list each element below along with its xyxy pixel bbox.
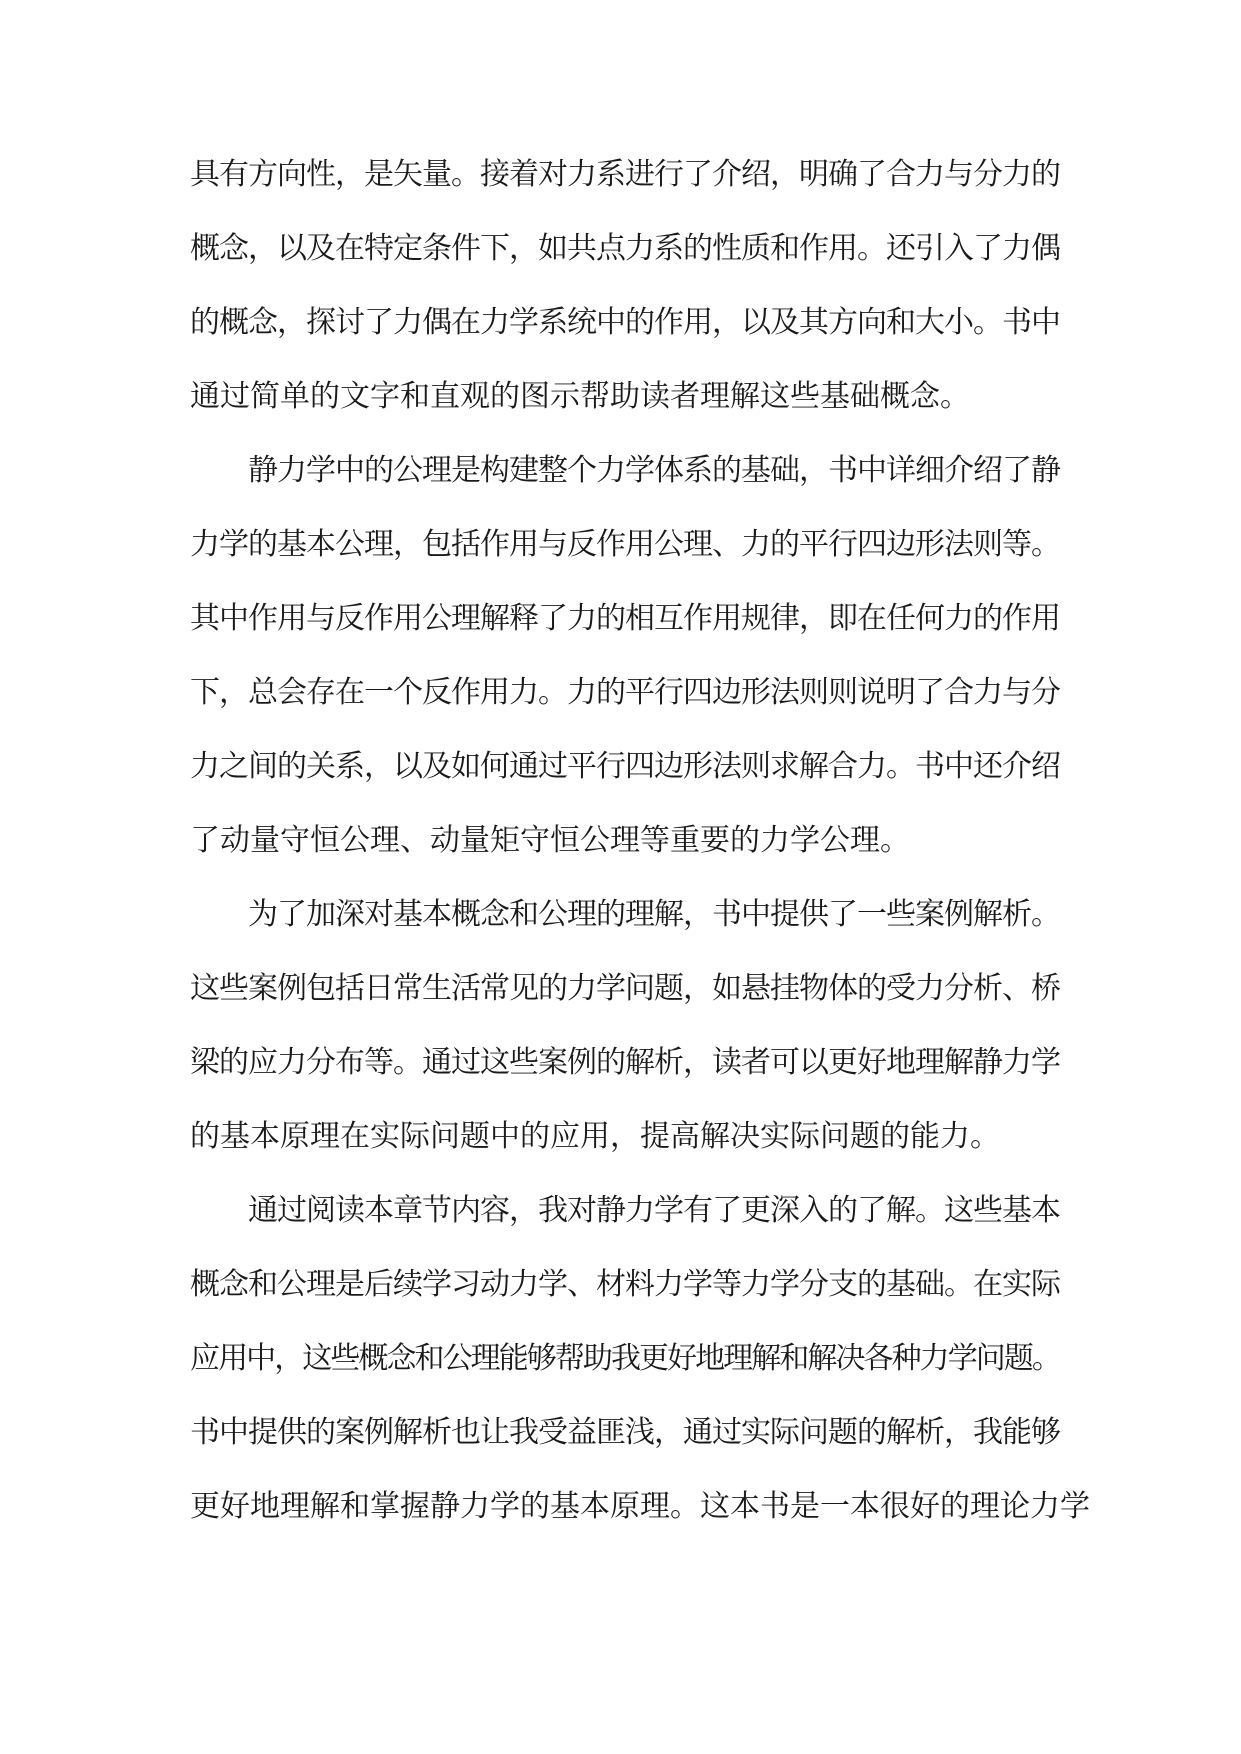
text-line: 通过简单的文字和直观的图示帮助读者理解这些基础概念。 (190, 379, 970, 414)
text-line: 力之间的关系，以及如何通过平行四边形法则求解合力。书中还介绍 (190, 749, 1060, 784)
document-body (190, 138, 1090, 1544)
text-line: 应用中，这些概念和公理能够帮助我更好地理解和解决各种力学问题。 (190, 1341, 1060, 1376)
text-line: 为了加深对基本概念和公理的理解，书中提供了一些案例解析。 (248, 897, 1060, 932)
paragraph (190, 434, 1060, 878)
text-line: 概念，以及在特定条件下，如共点力系的性质和作用。还引入了力偶 (190, 231, 1060, 266)
paragraph (190, 878, 1060, 1174)
paragraph (190, 1174, 1090, 1544)
text-line: 书中提供的案例解析也让我受益匪浅，通过实际问题的解析，我能够 (190, 1415, 1060, 1450)
text-line: 力学的基本公理，包括作用与反作用公理、力的平行四边形法则等。 (190, 527, 1060, 562)
text-line: 了动量守恒公理、动量矩守恒公理等重要的力学公理。 (190, 823, 910, 858)
text-line: 更好地理解和掌握静力学的基本原理。这本书是一本很好的理论力学 (190, 1489, 1090, 1524)
text-line: 概念和公理是后续学习动力学、材料力学等力学分支的基础。在实际 (190, 1267, 1060, 1302)
text-line: 下，总会存在一个反作用力。力的平行四边形法则则说明了合力与分 (190, 675, 1060, 710)
text-line: 的基本原理在实际问题中的应用，提高解决实际问题的能力。 (190, 1119, 1000, 1154)
text-line: 这些案例包括日常生活常见的力学问题，如悬挂物体的受力分析、桥 (190, 971, 1060, 1006)
text-line: 的概念，探讨了力偶在力学系统中的作用，以及其方向和大小。书中 (190, 305, 1060, 340)
text-line: 其中作用与反作用公理解释了力的相互作用规律，即在任何力的作用 (190, 601, 1060, 636)
text-line: 具有方向性，是矢量。接着对力系进行了介绍，明确了合力与分力的 (190, 157, 1060, 192)
text-line: 梁的应力分布等。通过这些案例的解析，读者可以更好地理解静力学 (190, 1045, 1060, 1080)
paragraph (190, 138, 1060, 434)
text-line: 静力学中的公理是构建整个力学体系的基础，书中详细介绍了静 (248, 453, 1060, 488)
text-line: 通过阅读本章节内容，我对静力学有了更深入的了解。这些基本 (248, 1193, 1060, 1228)
